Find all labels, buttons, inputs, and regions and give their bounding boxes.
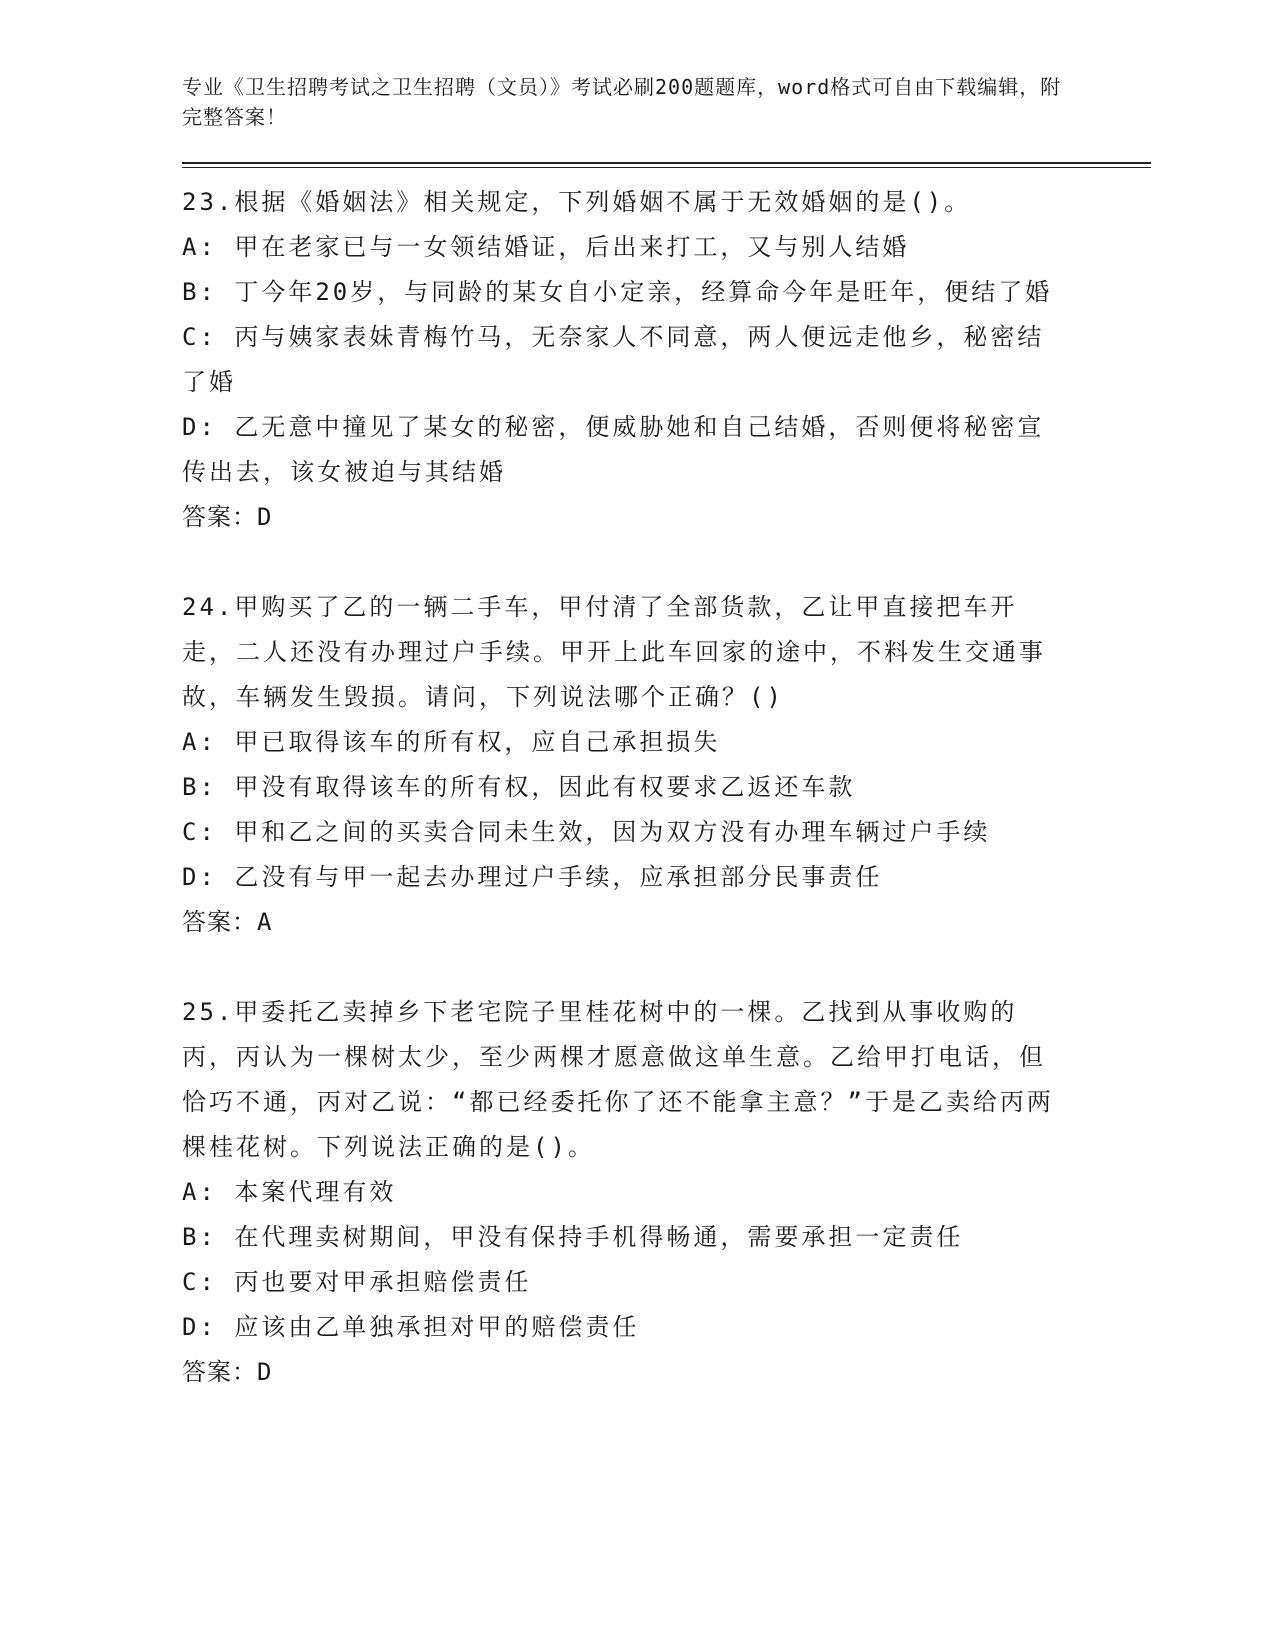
option-d: D: 应该由乙单独承担对甲的赔偿责任 (182, 1313, 640, 1341)
option-c: C: 甲和乙之间的买卖合同未生效，因为双方没有办理车辆过户手续 (182, 818, 991, 846)
question-stem: 23.根据《婚姻法》相关规定，下列婚姻不属于无效婚姻的是()。 (182, 188, 972, 216)
option-c: C: 丙与姨家表妹青梅竹马，无奈家人不同意，两人便远走他乡，秘密结了婚 (182, 323, 1045, 396)
question-stem: 25.甲委托乙卖掉乡下老宅院子里桂花树中的一棵。乙找到从事收购的丙，丙认为一棵树太少，至少两棵才愿意做这单生意。乙给甲打电话，但恰巧不通，丙对乙说：“都已经委托你了还不能拿主意？”于是乙卖给丙两棵桂花树。下列说法正确的是()。 (182, 998, 1054, 1161)
option-a: A: 甲在老家已与一女领结婚证，后出来打工，又与别人结婚 (182, 233, 910, 261)
document-header: 专业《卫生招聘考试之卫生招聘（文员）》考试必刷200题题库，word格式可自由下载编辑，附完整答案！ (182, 75, 1062, 129)
question-24 (182, 585, 1062, 945)
option-a: A: 甲已取得该车的所有权，应自己承担损失 (182, 728, 721, 756)
option-b: B: 在代理卖树期间，甲没有保持手机得畅通，需要承担一定责任 (182, 1223, 964, 1251)
question-stem: 24.甲购买了乙的一辆二手车，甲付清了全部货款，乙让甲直接把车开走，二人还没有办理过户手续。甲开上此车回家的途中，不料发生交通事故，车辆发生毁损。请问，下列说法哪个正确？() (182, 593, 1046, 711)
answer-line: 答案：D (182, 1358, 273, 1386)
option-b: B: 丁今年20岁，与同龄的某女自小定亲，经算命今年是旺年，便结了婚 (182, 278, 1053, 306)
answer-line: 答案：A (182, 908, 273, 936)
header-divider (182, 162, 1151, 168)
document-page (182, 72, 1062, 1395)
option-d: D: 乙没有与甲一起去办理过户手续，应承担部分民事责任 (182, 863, 883, 891)
option-c: C: 丙也要对甲承担赔偿责任 (182, 1268, 532, 1296)
question-23 (182, 180, 1062, 540)
option-d: D: 乙无意中撞见了某女的秘密，便威胁她和自己结婚，否则便将秘密宣传出去，该女被迫与其结婚 (182, 413, 1045, 486)
option-b: B: 甲没有取得该车的所有权，因此有权要求乙返还车款 (182, 773, 856, 801)
question-25 (182, 990, 1062, 1395)
option-a: A: 本案代理有效 (182, 1178, 397, 1206)
answer-line: 答案：D (182, 503, 273, 531)
